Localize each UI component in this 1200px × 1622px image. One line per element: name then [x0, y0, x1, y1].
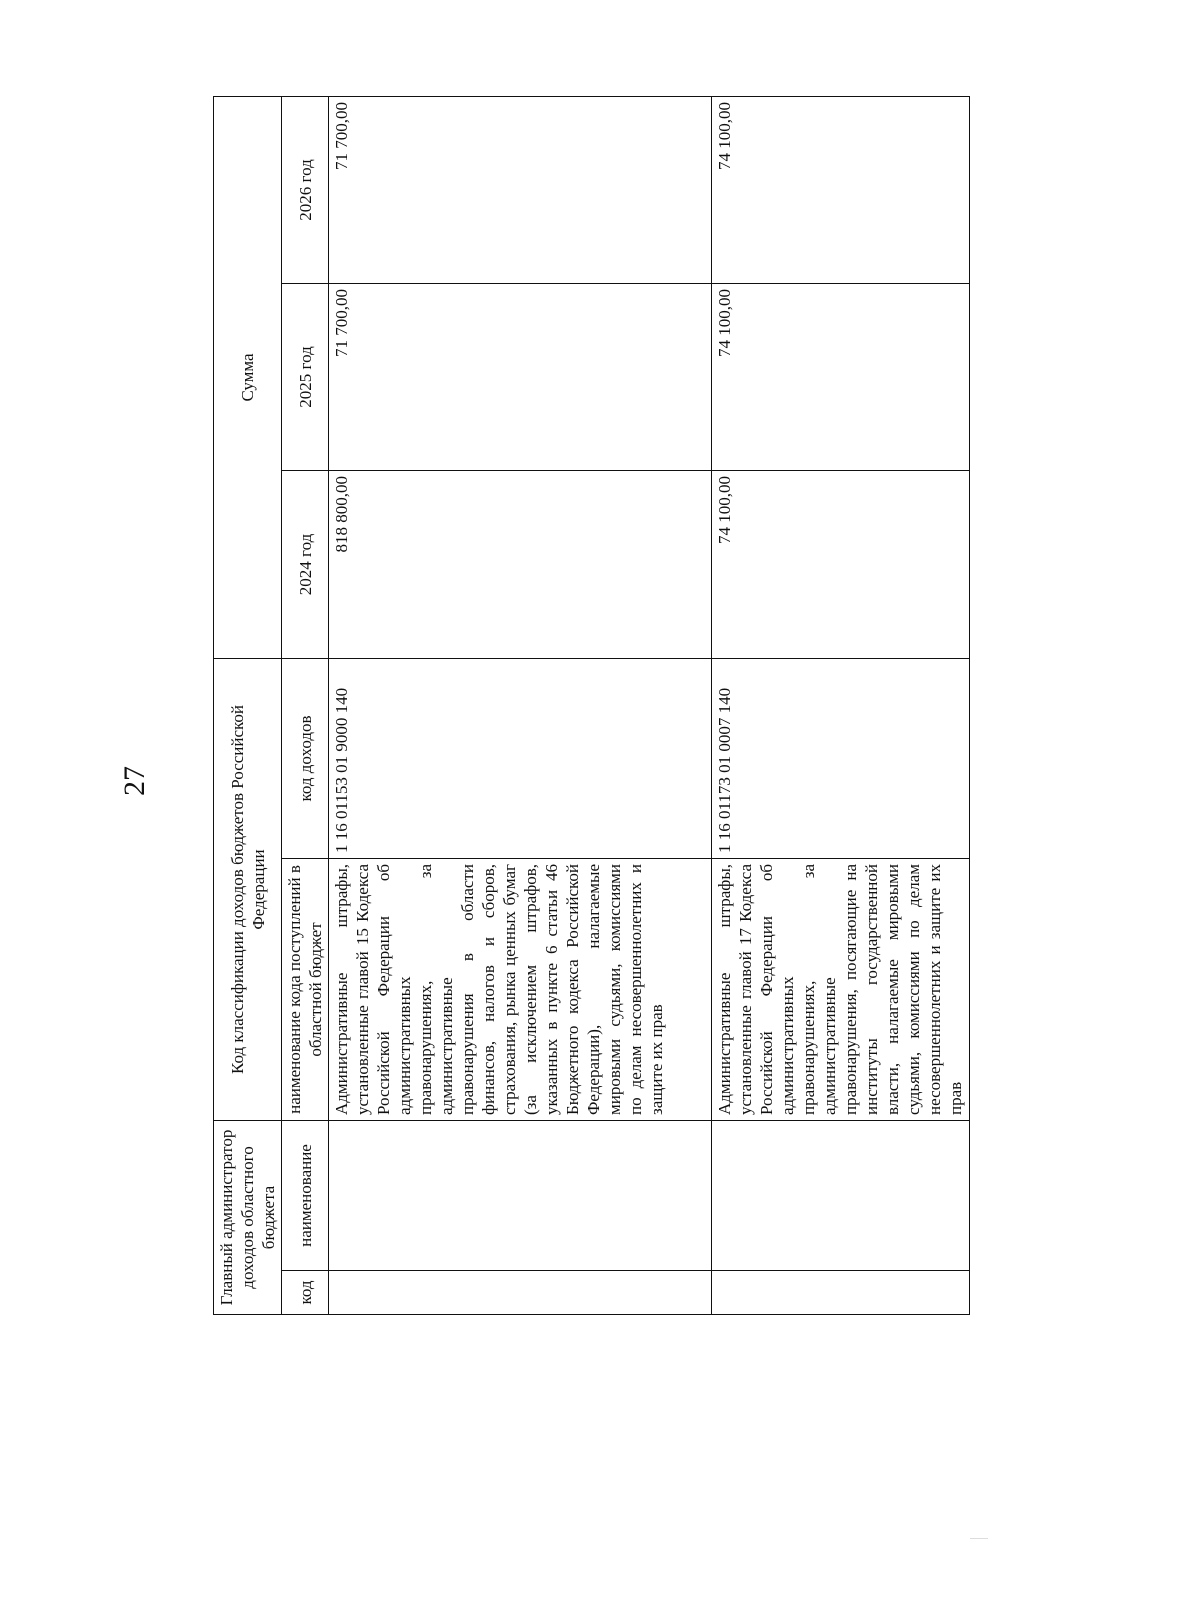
header-year-2026: 2026 год [282, 96, 329, 283]
header-income-code: код доходов [282, 658, 329, 858]
table-row [712, 96, 970, 1314]
cell-sum-2024: 74 100,00 [712, 470, 970, 658]
table-row [329, 96, 712, 1314]
header-sum-group: Сумма [214, 96, 282, 658]
scan-artifact [970, 1538, 988, 1539]
cell-naimenovanie [329, 1121, 712, 1271]
cell-income-code: 1 16 01153 01 9000 140 [329, 658, 712, 858]
cell-sum-2025: 74 100,00 [712, 283, 970, 470]
page-number: 27 [118, 766, 151, 796]
cell-sum-2026: 74 100,00 [712, 96, 970, 283]
rotated-table-wrapper [213, 96, 970, 1315]
cell-kod [329, 1271, 712, 1315]
header-year-2025: 2025 год [282, 283, 329, 470]
cell-income-code: 1 16 01173 01 0007 140 [712, 658, 970, 858]
header-naimenovanie: наименование [282, 1121, 329, 1271]
budget-revenue-table [213, 96, 970, 1315]
cell-income-name: Административные штрафы, установленные главой 15 Кодекса Российской Федерации об административных правонарушениях, за административные правонарушения в области финансов, налогов и сборов, страхования, рынка ценных бумаг (за исключением штрафов, указанных в пункте 6 статьи 46 Бюджетного кодекса Российской Федерации), налагаемые мировыми судьями, комиссиями по делам несовершеннолетних и защите их прав [329, 859, 712, 1121]
cell-income-name: Административные штрафы, установленные главой 17 Кодекса Российской Федерации об административных правонарушениях, за административные правонарушения, посягающие на институты государственной власти, налагаемые мировыми судьями, комиссиями по делам несовершеннолетних и защите их прав [712, 859, 970, 1121]
header-year-2024: 2024 год [282, 470, 329, 658]
cell-kod [712, 1271, 970, 1315]
header-row-1 [214, 96, 282, 1314]
cell-sum-2025: 71 700,00 [329, 283, 712, 470]
cell-sum-2024: 818 800,00 [329, 470, 712, 658]
cell-naimenovanie [712, 1121, 970, 1271]
header-classification-group: Код классификации доходов бюджетов Российской Федерации [214, 658, 282, 1120]
header-kod: код [282, 1271, 329, 1315]
header-income-name: наименование кода поступлений в областной бюджет [282, 859, 329, 1121]
cell-sum-2026: 71 700,00 [329, 96, 712, 283]
header-admin-group: Главный администратор доходов областного бюджета [214, 1121, 282, 1315]
header-row-2 [282, 96, 329, 1314]
